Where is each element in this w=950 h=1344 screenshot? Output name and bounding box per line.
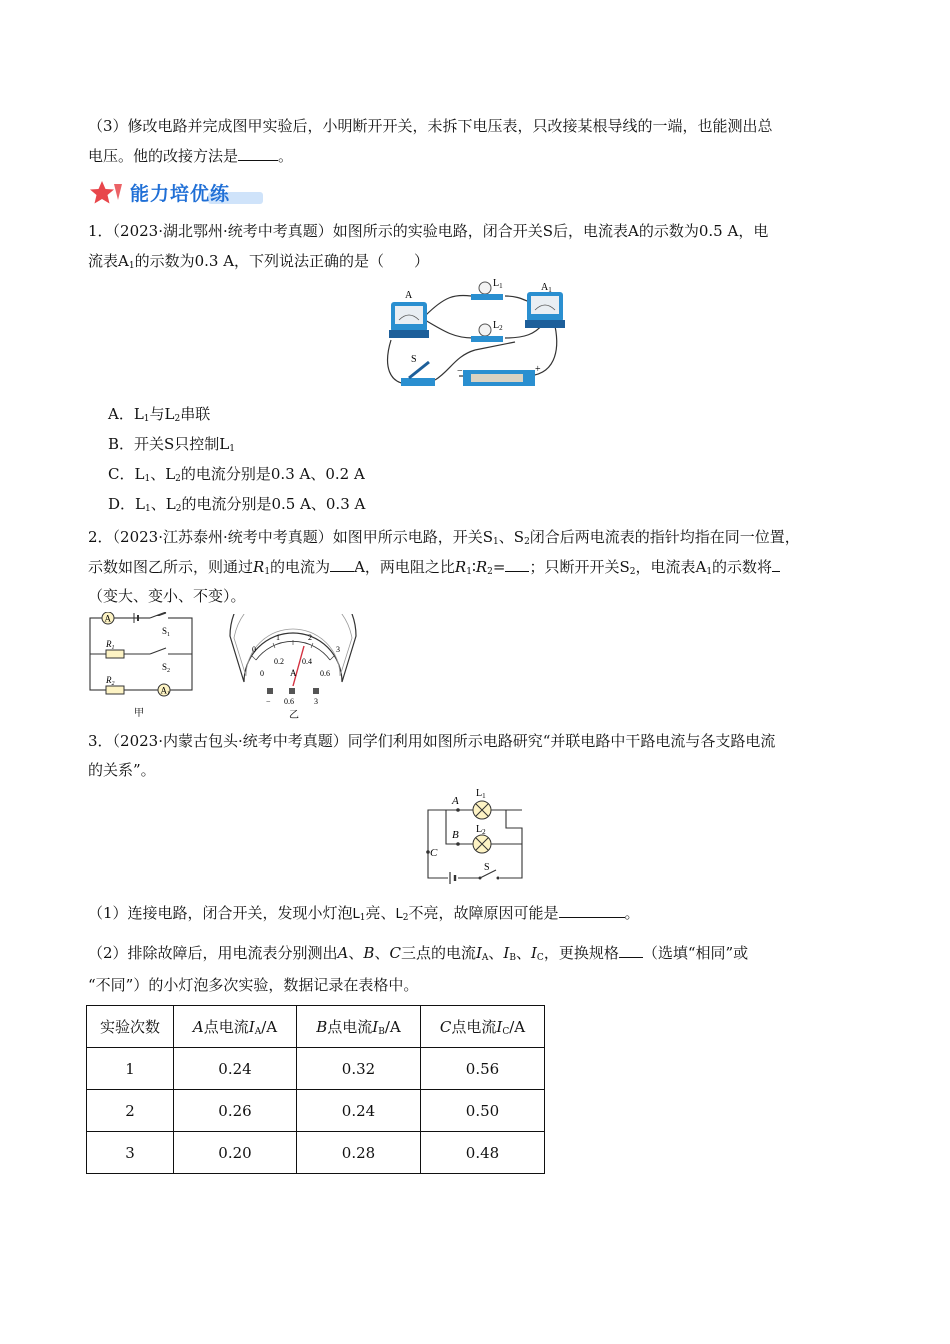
label-point-a: A <box>452 795 459 807</box>
p3-question1: （1）连接电路，闭合开关，发现小灯泡$L_1$亮、$L_2$不亮，故障原因可能是 。 <box>88 904 640 923</box>
table-cell: 2 <box>87 1090 174 1132</box>
table-header-row <box>87 1006 545 1048</box>
label-l1: $L_1$ <box>476 788 486 800</box>
p2-line2: 示数如图乙所示，则通过$R_1$的电流为 A，两电阻之比$R_1∶R_2=$ ；只断开开关$S_2$，电流表$A_1$的示数将 <box>88 557 780 582</box>
label-plus: + <box>535 364 541 375</box>
dial-unit: A <box>290 668 297 678</box>
p3-line2: 的关系”。 <box>88 761 156 779</box>
table-row <box>87 1132 545 1174</box>
label-point-b: B <box>452 829 459 841</box>
table-row <box>87 1048 545 1090</box>
table-header: A点电流$I_A/A$ <box>174 1006 297 1048</box>
table-cell: 0.50 <box>421 1090 545 1132</box>
tick-bottom: 0.6 <box>320 669 330 678</box>
table-cell: 0.48 <box>421 1132 545 1174</box>
label-minus: − <box>457 366 463 377</box>
tick-bottom: 0 <box>260 669 264 678</box>
p3-line1: 3．（2023·内蒙古包头·统考中考真题）同学们利用如图所示电路研究“并联电路中干路电流与各支路电流 <box>88 732 776 750</box>
table-cell: 0.20 <box>174 1132 297 1174</box>
resistor-r1 <box>106 650 124 658</box>
bulb-l1 <box>479 282 491 294</box>
terminal: − <box>266 697 271 706</box>
label-l1: $L_1$ <box>493 278 503 290</box>
p3-question2-line2: “不同”）的小灯泡多次实验，数据记录在表格中。 <box>88 976 419 994</box>
table-cell: 0.24 <box>297 1090 421 1132</box>
tick-top: 1 <box>276 633 280 642</box>
table-row <box>87 1090 545 1132</box>
bulb-l2 <box>479 324 491 336</box>
tick-top: 3 <box>336 645 340 654</box>
q3-part3-line1: （3）修改电路并完成图甲实验后，小明断开开关，未拆下电压表，只改接某根导线的一端，也能测出总 <box>88 117 773 135</box>
label-s: S <box>484 862 490 873</box>
p1-option-b[interactable]: B．开关S只控制$L_1$ <box>108 435 235 454</box>
label-a1: $A_1$ <box>541 282 552 294</box>
p2-ammeter-dial-yi <box>226 614 360 722</box>
table-cell: 0.26 <box>174 1090 297 1132</box>
p1-circuit-figure <box>385 276 565 394</box>
answer-blank[interactable] <box>619 943 643 958</box>
label-l2: $L_2$ <box>493 320 503 332</box>
resistor-r2 <box>106 686 124 694</box>
switch-s <box>401 378 435 386</box>
answer-blank[interactable] <box>772 557 780 572</box>
terminal: 3 <box>314 697 318 706</box>
p1-option-c[interactable]: C．$L_1$、$L_2$的电流分别是0.3 A、0.2 A <box>108 465 365 484</box>
p1-option-d[interactable]: D．$L_1$、$L_2$的电流分别是0.5 A、0.3 A <box>108 495 366 514</box>
table-cell: 0.24 <box>174 1048 297 1090</box>
section-banner <box>88 178 298 206</box>
label-a1: A1 <box>160 685 170 697</box>
label-r2: $R_2$ <box>106 675 115 687</box>
p1-option-a[interactable]: A．$L_1$与$L_2$串联 <box>108 405 211 424</box>
label-s: S <box>411 354 417 365</box>
tick-top: 0 <box>252 645 256 654</box>
table-header: C点电流$I_C/A$ <box>421 1006 545 1048</box>
table-cell: 0.32 <box>297 1048 421 1090</box>
p1-line2: 流表$A_1$的示数为0.3 A，下列说法正确的是（ ） <box>88 252 430 271</box>
tick-top: 2 <box>308 633 312 642</box>
p3-circuit-figure <box>418 786 530 888</box>
label-l2: $L_2$ <box>476 824 486 836</box>
table-cell: 0.28 <box>297 1132 421 1174</box>
p3-question2-line1: （2）排除故障后，用电流表分别测出A、B、C三点的电流$I_A$、$I_B$、$I_C$，更换规格 （选填“相同”或 <box>88 944 749 963</box>
table-cell: 1 <box>87 1048 174 1090</box>
table-header: 实验次数 <box>87 1006 174 1048</box>
label-s1: $S_1$ <box>162 626 171 638</box>
tick-bottom: 0.2 <box>274 657 284 666</box>
label-s2: $S_2$ <box>162 662 171 674</box>
tick-bottom: 0.4 <box>302 657 312 666</box>
caption-jia: 甲 <box>134 708 144 719</box>
p2-line1: 2．（2023·江苏泰州·统考中考真题）如图甲所示电路，开关$S_1$、$S_2$闭合后两电流表的指针均指在同一位置， <box>88 528 800 547</box>
answer-blank[interactable] <box>238 146 278 161</box>
dial-needle <box>293 646 304 686</box>
caption-yi: 乙 <box>289 710 299 721</box>
p2-circuit-jia <box>86 612 198 722</box>
answer-blank[interactable] <box>505 557 529 572</box>
label-r1: $R_1$ <box>106 639 115 651</box>
table-cell: 3 <box>87 1132 174 1174</box>
p1-line1: 1．（2023·湖北鄂州·统考中考真题）如图所示的实验电路，闭合开关S后，电流表A的示数为0.5 A，电 <box>88 222 769 240</box>
label-a: A <box>405 290 413 301</box>
label-point-c: C <box>430 847 438 859</box>
data-table <box>86 1005 545 1174</box>
q3-part3-line2: 电压。他的改接方法是 。 <box>88 147 294 165</box>
answer-blank[interactable] <box>559 903 625 918</box>
answer-blank[interactable] <box>330 557 354 572</box>
label-a: A <box>104 613 111 624</box>
terminal: 0.6 <box>284 697 294 706</box>
p2-line3: （变大、变小、不变）。 <box>88 587 246 605</box>
table-cell: 0.56 <box>421 1048 545 1090</box>
table-header: B点电流$I_B/A$ <box>297 1006 421 1048</box>
section-title: 能力培优练 <box>130 183 231 205</box>
